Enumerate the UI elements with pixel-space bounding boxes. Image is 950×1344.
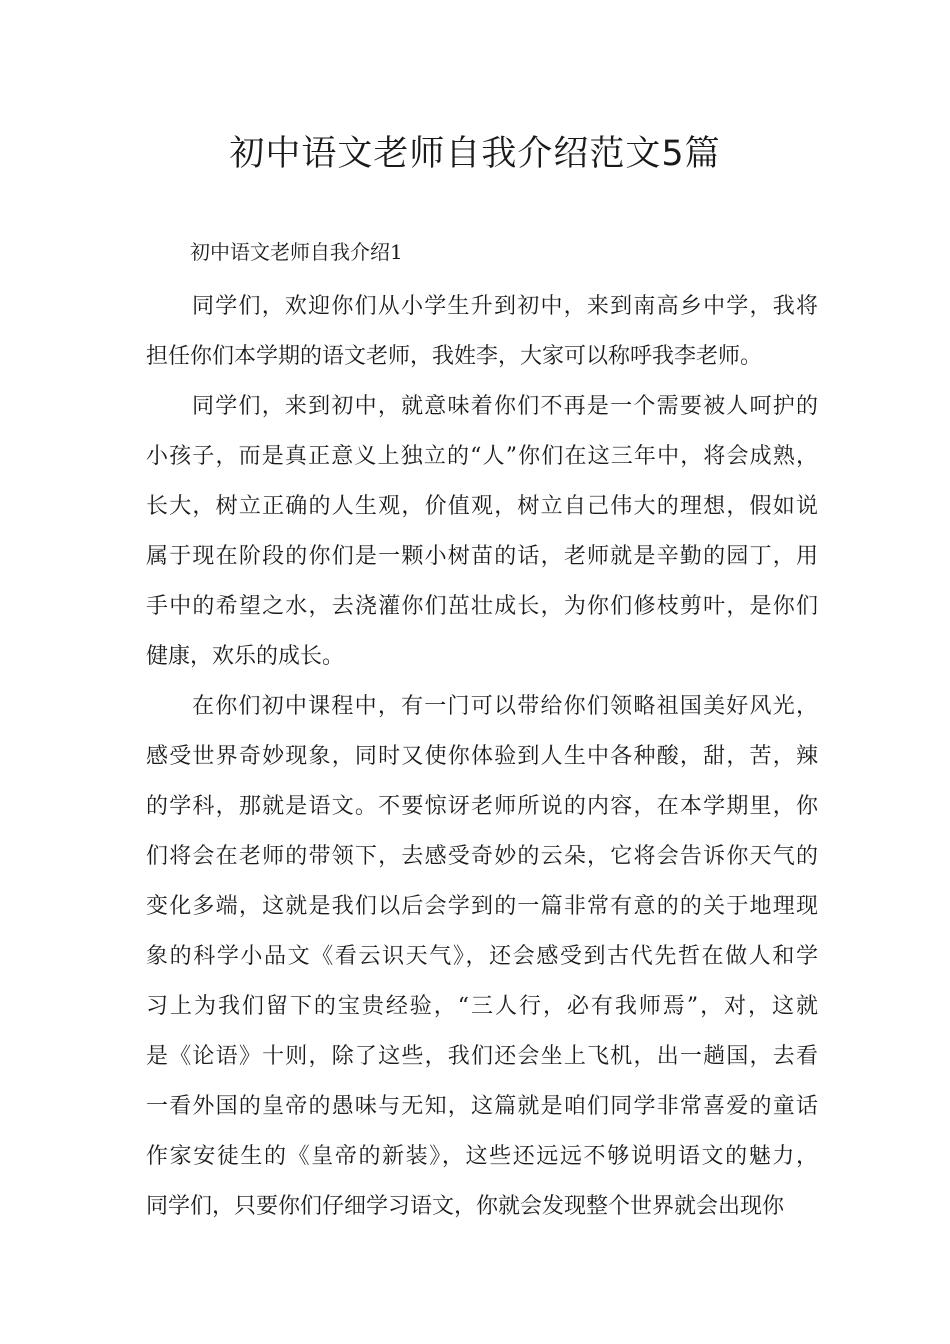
body-paragraph — [146, 382, 818, 682]
paragraph-line: 小孩子，而是真正意义上独立的“人”你们在这三年中，将会成熟， — [146, 444, 818, 469]
paragraph-line: 同学们，来到初中，就意味着你们不再是一个需要被人呵护的 — [192, 394, 818, 419]
body-paragraph — [146, 282, 818, 382]
paragraph-line: 的学科，那就是语文。不要惊讶老师所说的内容，在本学期里，你 — [146, 794, 818, 819]
paragraph-line: 象的科学小品文《看云识天气》，还会感受到古代先哲在做人和学 — [146, 944, 818, 969]
paragraph-line: 作家安徒生的《皇帝的新装》，这些还远远不够说明语文的魅力， — [146, 1144, 818, 1169]
paragraph-line: 是《论语》十则，除了这些，我们还会坐上飞机，出一趟国，去看 — [146, 1044, 818, 1069]
paragraph-line: 同学们，只要你们仔细学习语文，你就会发现整个世界就会出现你 — [146, 1194, 785, 1219]
paragraph-line: 变化多端，这就是我们以后会学到的一篇非常有意的的关于地理现 — [146, 894, 818, 919]
paragraph-line: 们将会在老师的带领下，去感受奇妙的云朵，它将会告诉你天气的 — [146, 844, 818, 869]
document-title: 初中语文老师自我介绍范文5篇 — [229, 134, 721, 174]
body-paragraph — [146, 682, 818, 1232]
paragraph-line: 感受世界奇妙现象，同时又使你体验到人生中各种酸，甜，苦，辣 — [146, 744, 818, 769]
paragraph-line: 属于现在阶段的你们是一颗小树苗的话，老师就是辛勤的园丁，用 — [146, 544, 818, 569]
paragraph-line: 在你们初中课程中，有一门可以带给你们领略祖国美好风光， — [192, 694, 818, 719]
document-body — [146, 282, 818, 1232]
section-heading: 初中语文老师自我介绍1 — [190, 240, 403, 264]
paragraph-line: 长大，树立正确的人生观，价值观，树立自己伟大的理想，假如说 — [146, 494, 818, 519]
paragraph-line: 担任你们本学期的语文老师，我姓李，大家可以称呼我李老师。 — [146, 344, 763, 369]
paragraph-line: 习上为我们留下的宝贵经验，“三人行，必有我师焉”，对，这就 — [146, 994, 818, 1019]
paragraph-line: 手中的希望之水，去浇灌你们茁壮成长，为你们修枝剪叶，是你们 — [146, 594, 818, 619]
paragraph-line: 一看外国的皇帝的愚味与无知，这篇就是咱们同学非常喜爱的童话 — [146, 1094, 818, 1119]
paragraph-line: 健康，欢乐的成长。 — [146, 644, 345, 669]
paragraph-line: 同学们，欢迎你们从小学生升到初中，来到南高乡中学，我将 — [192, 294, 818, 319]
